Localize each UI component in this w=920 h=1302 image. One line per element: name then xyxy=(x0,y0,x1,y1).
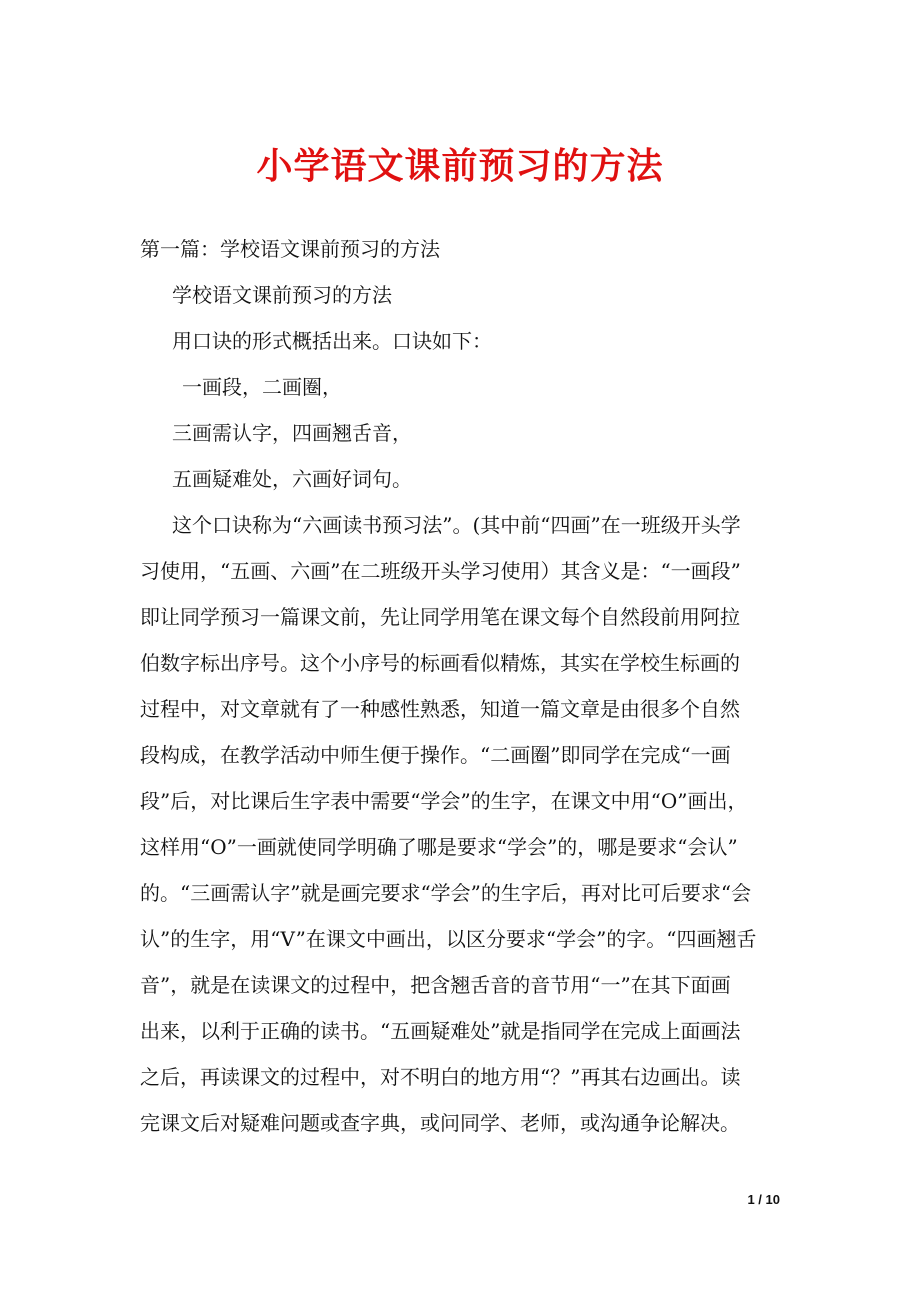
paragraph-line: 段构成，在教学活动中师生便于操作。“二画圈”即同学在完成“一画 xyxy=(140,743,731,767)
verse-line: 一画段，二画圈， xyxy=(182,375,342,399)
section-heading: 第一篇：学校语文课前预习的方法 xyxy=(140,237,440,261)
paragraph-line: 这样用“O”一画就使同学明确了哪是要求“学会”的，哪是要求“会认” xyxy=(140,835,738,859)
page-number: 1 / 10 xyxy=(747,1192,780,1207)
paragraph-line: 之后，再读课文的过程中，对不明白的地方用“？”再其右边画出。读 xyxy=(140,1065,741,1089)
paragraph-line: 伯数字标出序号。这个小序号的标画看似精炼，其实在学校生标画的 xyxy=(140,651,740,675)
paragraph-line: 习使用，“五画、六画”在二班级开头学习使用）其含义是：“一画段” xyxy=(140,559,741,583)
document-body xyxy=(140,226,785,1146)
paragraph-line: 音”，就是在读课文的过程中，把含翘舌音的音节用“一”在其下面画 xyxy=(140,973,731,997)
paragraph-line: 段”后，对比课后生字表中需要“学会”的生字，在课文中用“O”画出， xyxy=(140,789,748,813)
paragraph-line: 即让同学预习一篇课文前，先让同学用笔在课文每个自然段前用阿拉 xyxy=(140,605,740,629)
paragraph-line: 这个口诀称为“六画读书预习法”。(其中前“四画”在一班级开头学 xyxy=(172,513,741,537)
paragraph-line: 出来，以利于正确的读书。“五画疑难处”就是指同学在完成上面画法 xyxy=(140,1019,741,1043)
paragraph-line: 过程中，对文章就有了一种感性熟悉，知道一篇文章是由很多个自然 xyxy=(140,697,740,721)
paragraph-line: 的。“三画需认字”就是画完要求“学会”的生字后，再对比可后要求“会 xyxy=(140,881,752,905)
paragraph-line: 用口诀的形式概括出来。口诀如下： xyxy=(172,329,492,353)
verse-line: 三画需认字，四画翘舌音， xyxy=(172,421,412,445)
paragraph-line: 完课文后对疑难问题或查字典，或问同学、老师，或沟通争论解决。 xyxy=(140,1111,740,1135)
paragraph-line: 认”的生字，用“V”在课文中画出，以区分要求“学会”的字。“四画翘舌 xyxy=(140,927,757,951)
document-title: 小学语文课前预习的方法 xyxy=(256,145,664,187)
verse-line: 五画疑难处，六画好词句。 xyxy=(172,467,412,491)
paragraph-line: 学校语文课前预习的方法 xyxy=(172,283,392,307)
